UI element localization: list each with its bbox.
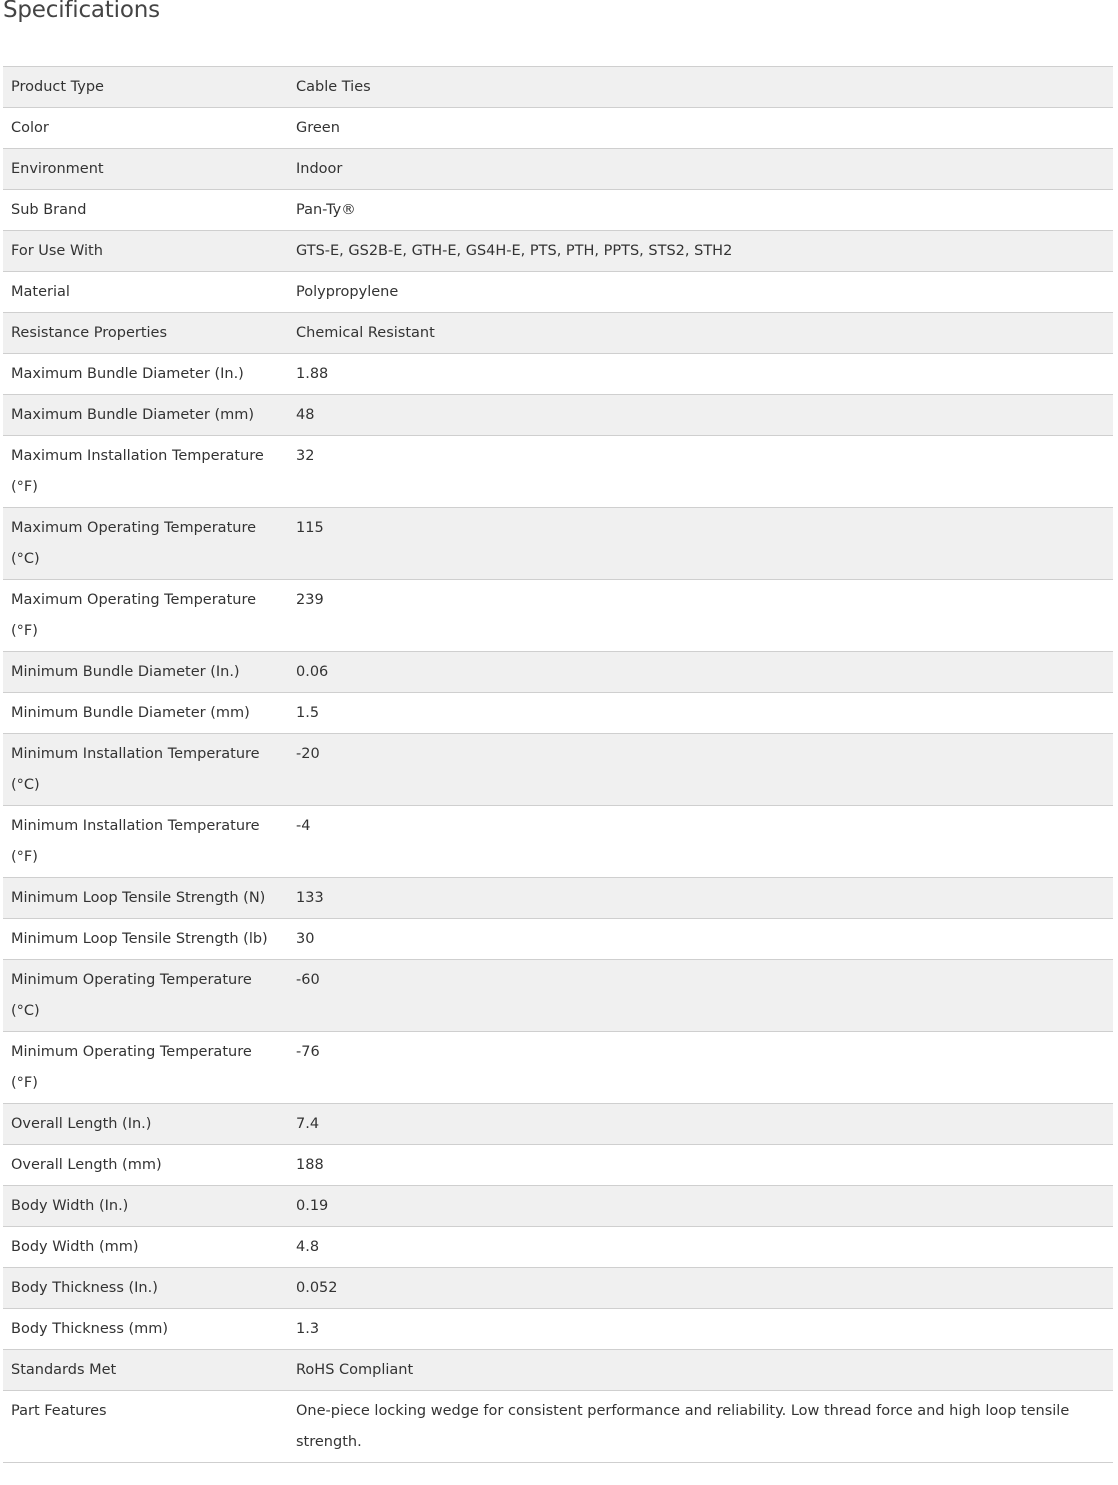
spec-label: For Use With	[3, 231, 288, 272]
spec-value: 0.06	[288, 652, 1113, 693]
spec-label: Minimum Installation Temperature (°C)	[3, 734, 288, 806]
spec-value: 1.3	[288, 1309, 1113, 1350]
spec-value: 48	[288, 395, 1113, 436]
spec-row	[3, 1268, 1113, 1309]
spec-row	[3, 149, 1113, 190]
spec-row	[3, 395, 1113, 436]
spec-label: Environment	[3, 149, 288, 190]
spec-label: Body Thickness (In.)	[3, 1268, 288, 1309]
spec-row	[3, 272, 1113, 313]
spec-label: Minimum Operating Temperature (°C)	[3, 960, 288, 1032]
spec-value: 133	[288, 878, 1113, 919]
spec-label: Maximum Operating Temperature (°F)	[3, 580, 288, 652]
spec-label: Minimum Loop Tensile Strength (N)	[3, 878, 288, 919]
spec-label: Minimum Bundle Diameter (In.)	[3, 652, 288, 693]
spec-row	[3, 313, 1113, 354]
spec-value: Chemical Resistant	[288, 313, 1113, 354]
spec-row	[3, 1227, 1113, 1268]
spec-value: 0.19	[288, 1186, 1113, 1227]
spec-row	[3, 806, 1113, 878]
spec-value: 188	[288, 1145, 1113, 1186]
spec-row	[3, 1186, 1113, 1227]
spec-label: Maximum Installation Temperature (°F)	[3, 436, 288, 508]
spec-label: Minimum Loop Tensile Strength (lb)	[3, 919, 288, 960]
spec-label: Body Thickness (mm)	[3, 1309, 288, 1350]
spec-row	[3, 436, 1113, 508]
spec-row	[3, 108, 1113, 149]
spec-label: Minimum Operating Temperature (°F)	[3, 1032, 288, 1104]
spec-label: Maximum Bundle Diameter (mm)	[3, 395, 288, 436]
spec-row	[3, 960, 1113, 1032]
spec-value: Polypropylene	[288, 272, 1113, 313]
spec-value: Green	[288, 108, 1113, 149]
spec-row	[3, 67, 1113, 108]
spec-label: Product Type	[3, 67, 288, 108]
spec-row	[3, 734, 1113, 806]
spec-value: 4.8	[288, 1227, 1113, 1268]
spec-label: Standards Met	[3, 1350, 288, 1391]
spec-value: One-piece locking wedge for consistent performance and reliability. Low thread force and high loop tensile strength.	[288, 1391, 1113, 1463]
spec-value: Indoor	[288, 149, 1113, 190]
spec-row	[3, 919, 1113, 960]
spec-label: Overall Length (In.)	[3, 1104, 288, 1145]
spec-label: Sub Brand	[3, 190, 288, 231]
spec-row	[3, 1104, 1113, 1145]
spec-label: Overall Length (mm)	[3, 1145, 288, 1186]
spec-label: Part Features	[3, 1391, 288, 1463]
spec-label: Body Width (mm)	[3, 1227, 288, 1268]
spec-row	[3, 1309, 1113, 1350]
spec-label: Minimum Bundle Diameter (mm)	[3, 693, 288, 734]
spec-label: Resistance Properties	[3, 313, 288, 354]
spec-row	[3, 1032, 1113, 1104]
spec-row	[3, 878, 1113, 919]
spec-value: 30	[288, 919, 1113, 960]
spec-value: -4	[288, 806, 1113, 878]
spec-row	[3, 508, 1113, 580]
spec-row	[3, 354, 1113, 395]
spec-value: 7.4	[288, 1104, 1113, 1145]
spec-row	[3, 693, 1113, 734]
spec-value: 1.88	[288, 354, 1113, 395]
spec-row	[3, 1350, 1113, 1391]
spec-value: GTS-E, GS2B-E, GTH-E, GS4H-E, PTS, PTH, PPTS, STS2, STH2	[288, 231, 1113, 272]
spec-value: 32	[288, 436, 1113, 508]
spec-value: 115	[288, 508, 1113, 580]
spec-label: Minimum Installation Temperature (°F)	[3, 806, 288, 878]
spec-value: 1.5	[288, 693, 1113, 734]
specifications-table-body	[3, 67, 1113, 1463]
spec-value: -20	[288, 734, 1113, 806]
spec-row	[3, 580, 1113, 652]
spec-value: -76	[288, 1032, 1113, 1104]
spec-value: -60	[288, 960, 1113, 1032]
spec-label: Body Width (In.)	[3, 1186, 288, 1227]
spec-value: 239	[288, 580, 1113, 652]
page-title: Specifications	[3, 0, 160, 23]
specifications-table	[3, 66, 1113, 1463]
spec-value: Cable Ties	[288, 67, 1113, 108]
spec-row	[3, 190, 1113, 231]
spec-value: 0.052	[288, 1268, 1113, 1309]
spec-row	[3, 1391, 1113, 1463]
spec-value: RoHS Compliant	[288, 1350, 1113, 1391]
spec-row	[3, 231, 1113, 272]
spec-label: Material	[3, 272, 288, 313]
spec-row	[3, 1145, 1113, 1186]
spec-row	[3, 652, 1113, 693]
spec-value: Pan-Ty®	[288, 190, 1113, 231]
spec-label: Maximum Operating Temperature (°C)	[3, 508, 288, 580]
spec-label: Maximum Bundle Diameter (In.)	[3, 354, 288, 395]
spec-label: Color	[3, 108, 288, 149]
